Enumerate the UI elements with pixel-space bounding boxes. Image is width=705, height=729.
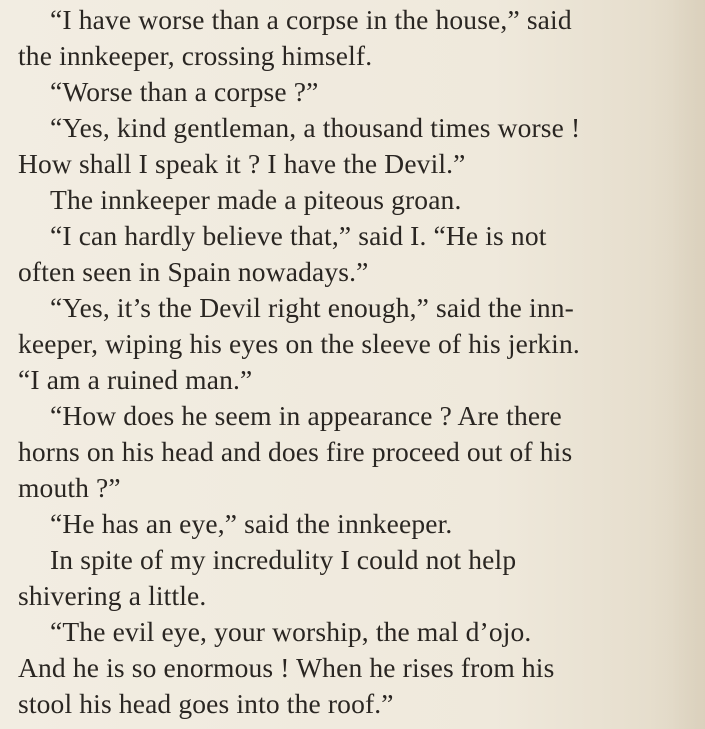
text-line: “He has an eye,” said the innkeeper. [50, 508, 453, 539]
text-line: “Yes, it’s the Devil right enough,” said the inn- [50, 292, 574, 323]
page-edge-shadow [625, 0, 705, 729]
text-line: “Worse than a corpse ?” [50, 76, 319, 107]
text-line: How shall I speak it ? I have the Devil.” [18, 148, 466, 179]
text-line: In spite of my incredulity I could not help [50, 544, 517, 575]
text-line: “I have worse than a corpse in the house,” said [50, 4, 572, 35]
text-line: The innkeeper made a piteous groan. [50, 184, 462, 215]
text-line: often seen in Spain nowadays.” [18, 256, 369, 287]
text-line: “I am a ruined man.” [18, 364, 253, 395]
text-line: horns on his head and does fire proceed out of his [18, 436, 573, 467]
text-line: “The evil eye, your worship, the mal d’ojo. [50, 616, 532, 647]
text-line: stool his head goes into the roof.” [18, 688, 394, 719]
text-line: the innkeeper, crossing himself. [18, 40, 373, 71]
text-line: “Yes, kind gentleman, a thousand times worse ! [50, 112, 581, 143]
text-line: “How does he seem in appearance ? Are there [50, 400, 562, 431]
text-line: And he is so enormous ! When he rises from his [18, 652, 555, 683]
text-line: shivering a little. [18, 580, 207, 611]
text-line: “I can hardly believe that,” said I. “He is not [50, 220, 547, 251]
text-line: keeper, wiping his eyes on the sleeve of his jerkin. [18, 328, 580, 359]
text-line: mouth ?” [18, 472, 121, 503]
